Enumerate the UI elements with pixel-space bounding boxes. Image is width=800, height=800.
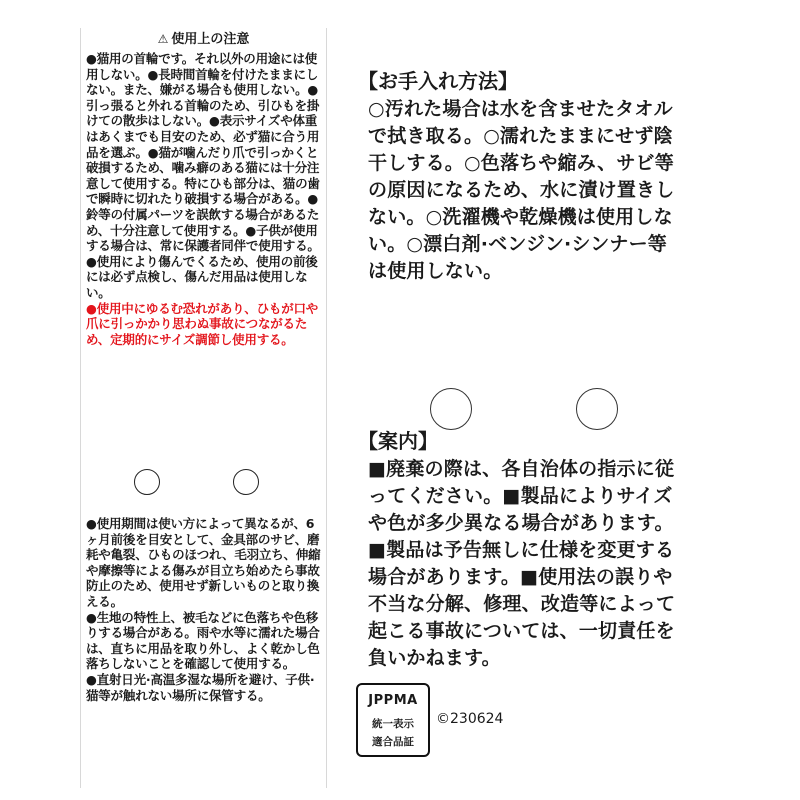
badge-line1: JPPMA bbox=[368, 693, 418, 708]
care-body: ○汚れた場合は水を含ませたタオルで拭き取る。○濡れたままにせず陰干しする。○色落ちや縮み、サビ等の原因になるため、水に漬け置きしない。○洗濯機や乾燥機は使用しない。○漂白剤·ベンジン·シンナー等は使用しない。 bbox=[368, 98, 675, 282]
hang-hole-right bbox=[233, 469, 259, 495]
jppma-badge bbox=[356, 683, 430, 757]
caution-heading bbox=[81, 28, 326, 50]
guide-title: 【案内】 bbox=[358, 429, 438, 453]
usage-text bbox=[86, 516, 322, 703]
usage-period: ●使用期間は使い方によって異なるが、6ヶ月前後を目安として、金具部のサビ、磨耗や亀裂、ひものほつれ、毛羽立ち、伸縮や摩擦等による傷みが目立ち始めたら事故防止のため、使用せず新しいものと取り換える。 bbox=[86, 516, 321, 609]
usage-storage: ●直射日光·高温多湿な場所を避け、子供·猫等が触れない場所に保管する。 bbox=[86, 671, 315, 703]
guide-body: ■廃棄の際は、各自治体の指示に従ってください。■製品によりサイズや色が多少異なる場合があります。■製品は予告無しに仕様を変更する場合があります。■使用法の誤りや不当な分解、修理、改造等によって起こる事故については、一切責任を負いかねます。 bbox=[368, 458, 676, 669]
caution-highlight: ●使用中にゆるむ恐れがあり、ひもが口や爪に引っかかり思わぬ事故につながるため、定期的にサイズ調節し使用する。 bbox=[86, 300, 319, 347]
hang-hole-right-panel-left bbox=[430, 388, 472, 430]
caution-body: ●猫用の首輪です。それ以外の用途には使用しない。●長時間首輪を付けたままにしない。また、嫌がる場合も使用しない。●引っ張ると外れる首輪のため、引ひもを掛けての散歩はしない。●表示サイズや体重はあくまでも目安のため、必ず猫に合う用品を選ぶ。●猫が噛んだり爪で引っかくと破損するため、噛み癖のある猫には十分注意して使用する。特にひも部分は、猫の歯で瞬時に切れたり破損する場合がある。●鈴等の付属パーツを誤飲する場合があるため、十分注意して使用する。●子供が使用する場合は、常に保護者同伴で使用する。●使用により傷んでくるため、使用の前後には必ず点検し、傷んだ用品は使用しない。 bbox=[86, 51, 320, 300]
badge-line2: 統一表示 bbox=[372, 718, 414, 730]
hang-hole-left bbox=[134, 469, 160, 495]
hang-hole-right-panel-right bbox=[576, 388, 618, 430]
badge-line3: 適合品証 bbox=[372, 736, 414, 748]
caution-panel bbox=[80, 28, 327, 788]
usage-fabric: ●生地の特性上、被毛などに色落ちや色移りする場合がある。雨や水等に濡れた場合は、直ちに用品を取り外し、よく乾かし色落ちしないことを確認して使用する。 bbox=[86, 609, 320, 672]
copyright-code: ©230624 bbox=[436, 711, 504, 727]
warning-icon: ⚠ bbox=[157, 32, 169, 46]
caution-text bbox=[86, 51, 322, 347]
caution-heading-label: 使用上の注意 bbox=[171, 32, 250, 47]
care-title: 【お手入れ方法】 bbox=[358, 69, 518, 93]
